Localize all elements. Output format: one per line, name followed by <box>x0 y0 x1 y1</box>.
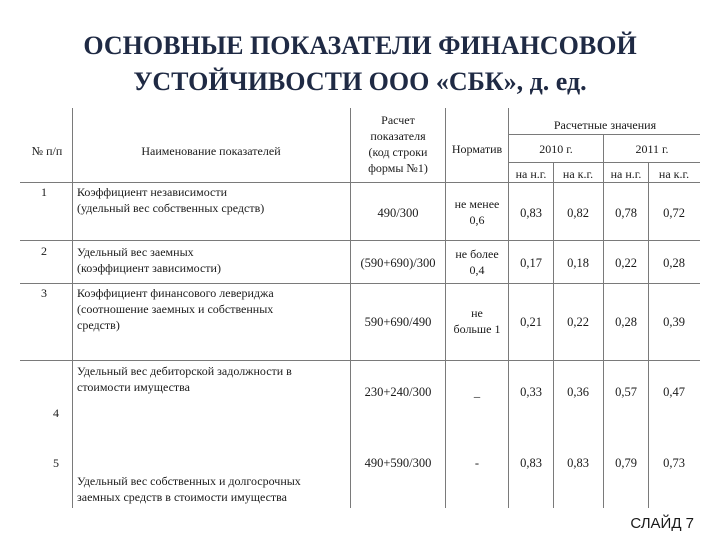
header-year-2011: 2011 г. <box>635 142 669 156</box>
table-line <box>20 182 700 183</box>
row-5-value-2: 0,83 <box>567 456 589 470</box>
header-sub-1: на н.г. <box>515 167 547 181</box>
row-3-value-2: 0,22 <box>567 315 589 329</box>
row-3-value-4: 0,39 <box>663 315 685 329</box>
header-year-2010: 2010 г. <box>539 142 573 156</box>
header-num: № п/п <box>31 144 63 158</box>
row-4-name: Удельный вес дебиторской задолжности в стоимости имущества <box>77 364 292 394</box>
row-1-calc: 490/300 <box>377 206 419 220</box>
row-2-calc: (590+690)/300 <box>360 256 436 270</box>
row-1-value-4: 0,72 <box>663 206 685 220</box>
table-line <box>20 360 700 361</box>
header-values: Расчетные значения <box>553 118 657 132</box>
header-sub-3: на н.г. <box>610 167 642 181</box>
row-1-value-3: 0,78 <box>615 206 637 220</box>
row-1-norm: не менее 0,6 <box>454 197 500 227</box>
table-line <box>20 283 700 284</box>
header-sub-4: на к.г. <box>658 167 690 181</box>
row-5-name: Удельный вес собственных и долгосрочных заемных средств в стоимости имущества <box>77 474 301 504</box>
row-4-num: 4 <box>53 406 59 420</box>
row-2-value-1: 0,17 <box>520 256 542 270</box>
table-line <box>20 240 700 241</box>
row-2-value-4: 0,28 <box>663 256 685 270</box>
row-3-norm: не больше 1 <box>453 306 501 336</box>
row-4-value-4: 0,47 <box>663 385 685 399</box>
header-calc: Расчет показателя (код строки формы №1) <box>368 113 428 175</box>
table-line <box>508 134 700 135</box>
row-3-name: Коэффициент финансового левериджа (соотношение заемных и собственных средств) <box>77 286 274 332</box>
title-line-1: ОСНОВНЫЕ ПОКАЗАТЕЛИ ФИНАНСОВОЙ <box>83 31 637 60</box>
table-line <box>508 162 700 163</box>
row-3-value-1: 0,21 <box>520 315 542 329</box>
row-4-norm: _ <box>473 385 481 399</box>
row-5-calc: 490+590/300 <box>364 456 432 470</box>
row-4-value-2: 0,36 <box>567 385 589 399</box>
row-2-name: Удельный вес заемных (коэффициент зависимости) <box>77 245 221 275</box>
row-3-num: 3 <box>41 286 47 300</box>
row-2-num: 2 <box>41 244 47 258</box>
row-2-value-2: 0,18 <box>567 256 589 270</box>
header-name: Наименование показателей <box>141 144 281 158</box>
row-5-num: 5 <box>53 456 59 470</box>
table-line <box>72 108 73 508</box>
row-2-value-3: 0,22 <box>615 256 637 270</box>
row-4-calc: 230+240/300 <box>364 385 432 399</box>
row-5-norm: - <box>474 456 480 470</box>
row-4-value-1: 0,33 <box>520 385 542 399</box>
slide-title <box>40 28 680 100</box>
row-4-value-3: 0,57 <box>615 385 637 399</box>
row-2-norm: не более 0,4 <box>455 247 499 277</box>
table-line <box>350 108 351 508</box>
header-sub-2: на к.г. <box>562 167 594 181</box>
row-1-value-1: 0,83 <box>520 206 542 220</box>
row-5-value-1: 0,83 <box>520 456 542 470</box>
slide-number: СЛАЙД 7 <box>630 515 694 532</box>
row-5-value-4: 0,73 <box>663 456 685 470</box>
row-1-name: Коэффициент независимости (удельный вес собственных средств) <box>77 185 265 215</box>
row-1-num: 1 <box>41 185 47 199</box>
row-3-calc: 590+690/490 <box>364 315 432 329</box>
row-3-value-3: 0,28 <box>615 315 637 329</box>
title-line-2: УСТОЙЧИВОСТИ ООО «СБК», д. ед. <box>133 67 587 96</box>
row-5-value-3: 0,79 <box>615 456 637 470</box>
header-norm: Норматив <box>451 142 503 156</box>
row-1-value-2: 0,82 <box>567 206 589 220</box>
